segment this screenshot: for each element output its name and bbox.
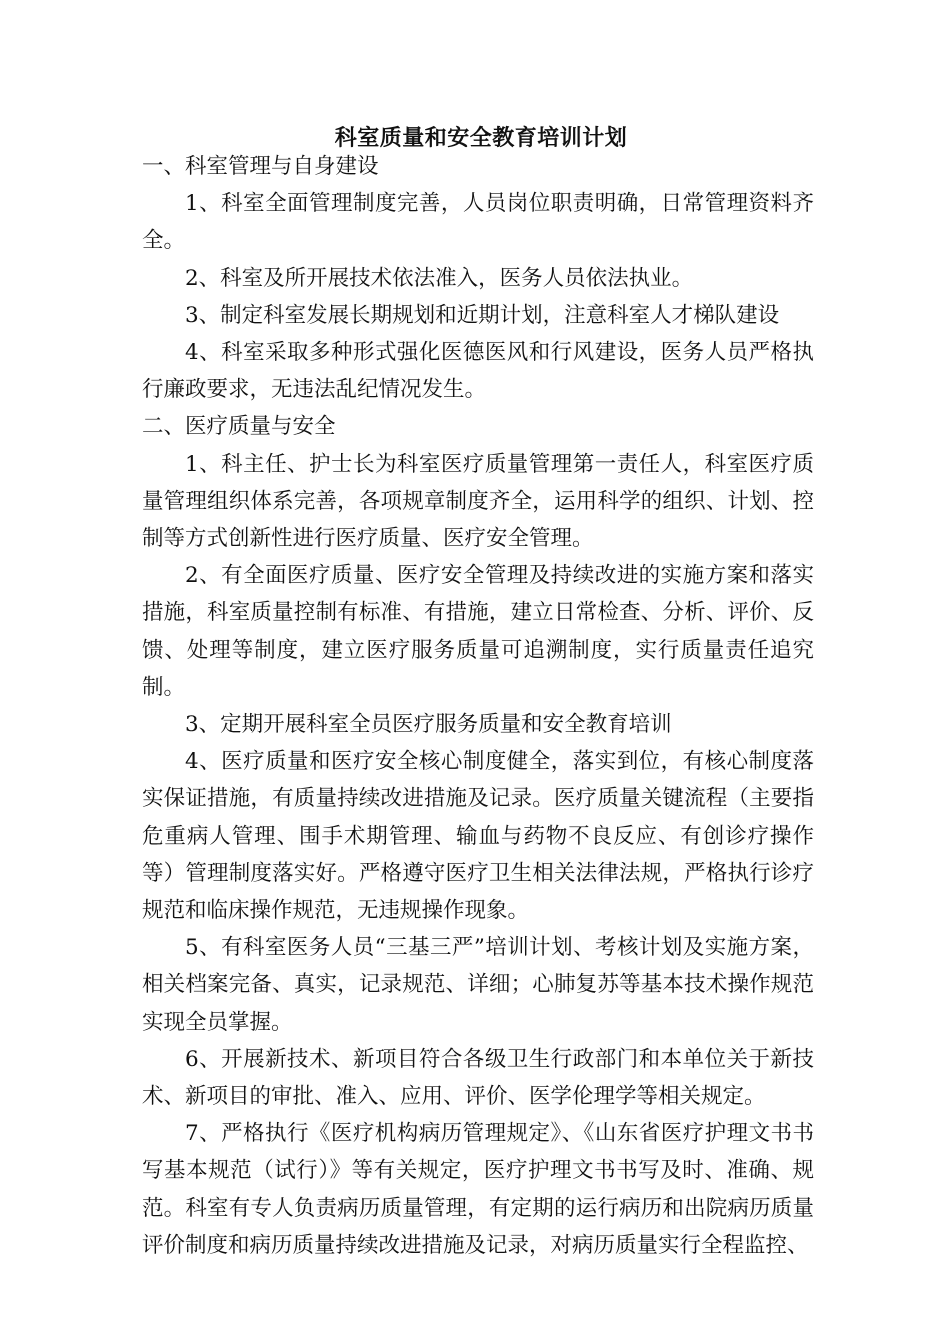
paragraph: 3、制定科室发展长期规划和近期计划，注意科室人才梯队建设 (185, 302, 780, 328)
document-body (142, 148, 814, 1264)
paragraph: 7、严格执行《医疗机构病历管理规定》、《山东省医疗护理文书书写基本规范（试行）》等有关规定，医疗护理文书书写及时、准确、规范。科室有专人负责病历质量管理，有定期的运行病历和出院病历质量评价制度和病历质量持续改进措施及记录，对病历质量实行全程监控、 (142, 1121, 814, 1258)
paragraph: 5、有科室医务人员“三基三严”培训计划、考核计划及实施方案，相关档案完备、真实，记录规范、详细；心肺复苏等基本技术操作规范实现全员掌握。 (142, 935, 814, 1035)
paragraph: 2、科室及所开展技术依法准入，医务人员依法执业。 (185, 265, 694, 291)
section-heading: 一、科室管理与自身建设 (142, 154, 379, 179)
section-heading: 二、医疗质量与安全 (142, 414, 336, 440)
document-title: 科室质量和安全教育培训计划 (334, 125, 628, 151)
paragraph: 1、科室全面管理制度完善，人员岗位职责明确，日常管理资料齐全。 (142, 191, 814, 254)
paragraph: 3、定期开展科室全员医疗服务质量和安全教育培训 (185, 712, 672, 738)
paragraph: 1、科主任、护士长为科室医疗质量管理第一责任人，科室医疗质量管理组织体系完善，各项规章制度齐全，运用科学的组织、计划、控制等方式创新性进行医疗质量、医疗安全管理。 (142, 451, 814, 552)
paragraph: 2、有全面医疗质量、医疗安全管理及持续改进的实施方案和落实措施，科室质量控制有标准、有措施，建立日常检查、分析、评价、反馈、处理等制度，建立医疗服务质量可追溯制度，实行质量责任追究制。 (142, 563, 814, 700)
paragraph: 6、开展新技术、新项目符合各级卫生行政部门和本单位关于新技术、新项目的审批、准入、应用、评价、医学伦理学等相关规定。 (142, 1046, 814, 1110)
paragraph: 4、科室采取多种形式强化医德医风和行风建设，医务人员严格执行廉政要求，无违法乱纪情况发生。 (142, 340, 814, 403)
paragraph: 4、医疗质量和医疗安全核心制度健全，落实到位，有核心制度落实保证措施，有质量持续改进措施及记录。医疗质量关键流程（主要指危重病人管理、围手术期管理、输血与药物不良反应、有创诊疗操作等）管理制度落实好。严格遵守医疗卫生相关法律法规，严格执行诊疗规范和临床操作规范，无违规操作现象。 (142, 749, 814, 924)
